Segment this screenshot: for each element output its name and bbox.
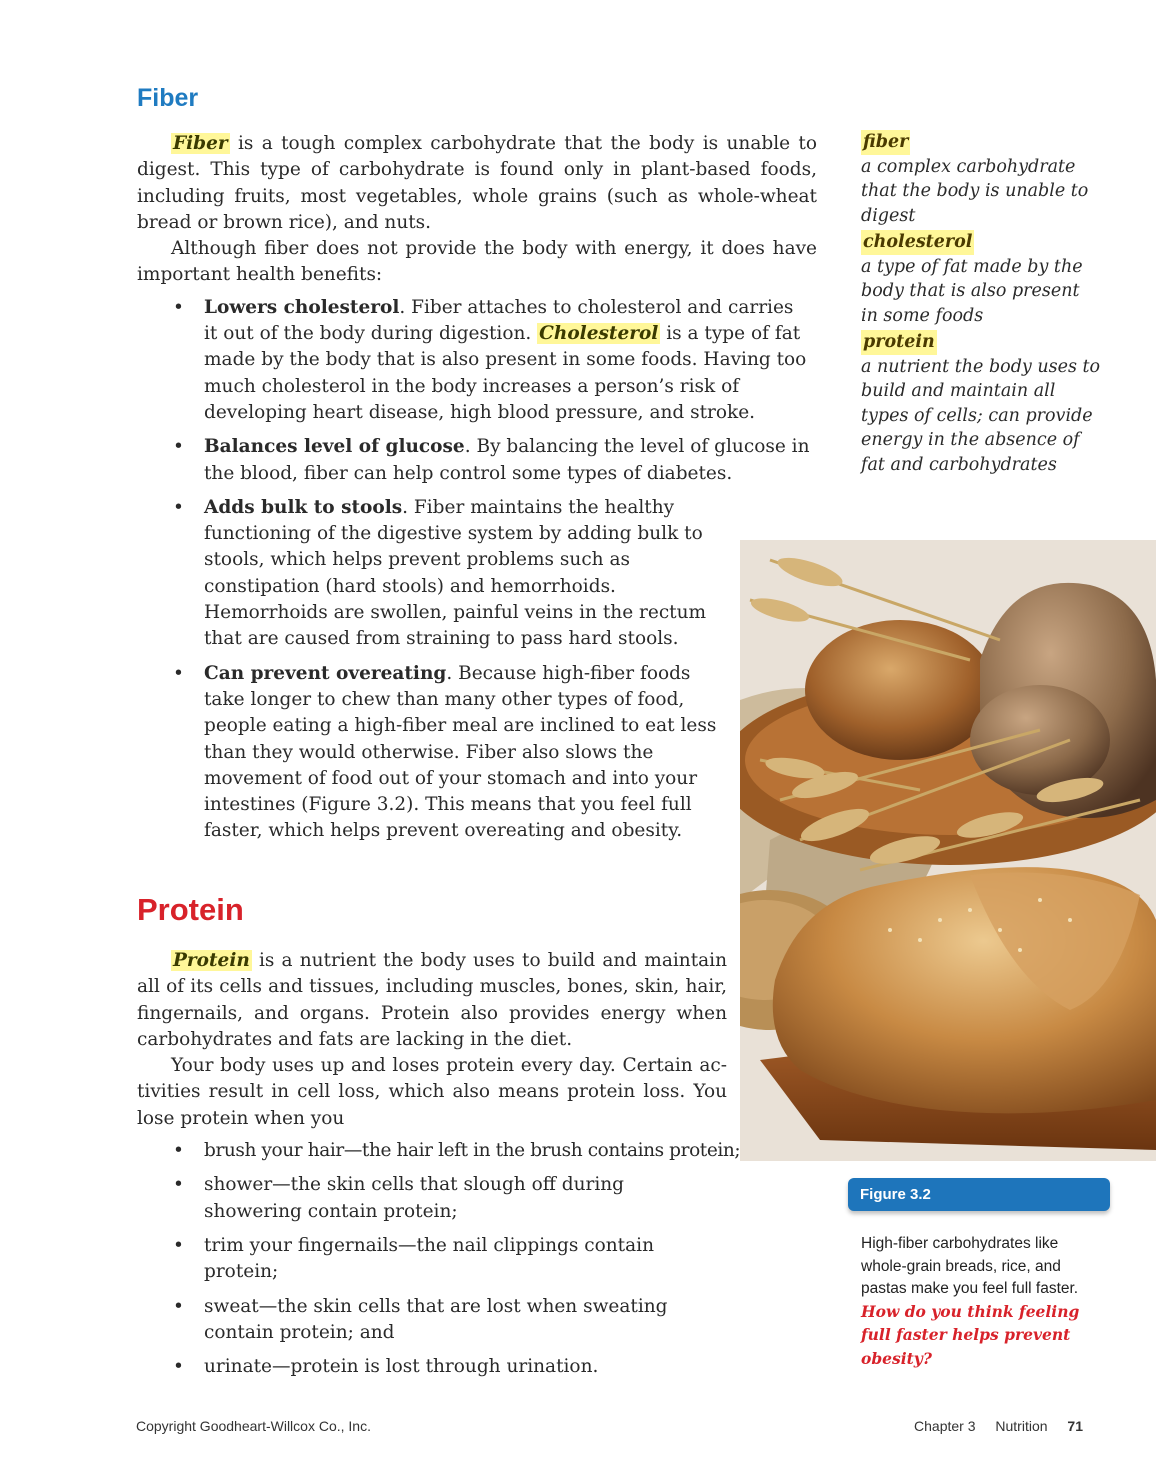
bullet-text: . Fiber attaches to cholesterol and carries it out of the body during digestion. [204,296,794,345]
fiber-section [137,131,817,853]
bullet-term: Lowers cholesterol [204,296,400,318]
page-number: 71 [1067,1418,1083,1434]
figure-label: Figure 3.2 [848,1178,1110,1211]
margin-glossary [861,130,1101,479]
protein-loss-list [137,1138,741,1380]
fiber-benefits-list [137,295,810,845]
list-item [204,434,810,487]
glossary-entry [861,130,1101,228]
page-footer [136,1418,1083,1434]
glossary-definition: a type of fat made by the body that is also present in some foods [861,256,1083,326]
glossary-entry [861,330,1101,477]
protein-section [137,948,741,1388]
bullet-term: Adds bulk to stools [204,496,403,518]
bullet-term: Can prevent overeating [204,662,447,684]
bread-illustration [740,540,1156,1161]
figure-caption [861,1233,1091,1371]
figure-caption-text: High-fiber carbohydrates like whole-grain breads, rice, and pastas make you feel full faster. [861,1235,1079,1297]
bullet-text: is a type of fat made by the body that is also present in some foods. Having too much cholesterol in the body increases a person’s risk of developing heart disease, high blood pressure, and stroke. [204,323,807,423]
chapter-label: Chapter 3 [914,1418,976,1434]
fiber-paragraph-2: Although fiber does not provide the body with energy, it does have important health benefits: [137,238,817,286]
list-item [204,661,719,845]
glossary-definition: a complex carbohydrate that the body is unable to digest [861,156,1089,226]
bullet-text: . By balancing the level of glucose in the blood, fiber can help control some types of diabetes. [204,436,810,484]
protein-paragraph-2: Your body uses up and loses protein every day. Certain activities result in cell loss, which also means protein loss. You lose protein when you [137,1055,727,1129]
section-label: Nutrition [995,1418,1048,1434]
fiber-paragraph-1 [137,131,817,236]
list-item: • shower—the skin cells that slough off during showering contain protein; [204,1172,727,1225]
list-item: • sweat—the skin cells that are lost when sweating contain protein; and [204,1294,727,1347]
protein-heading: Protein [137,892,244,927]
copyright: Copyright Goodheart-Willcox Co., Inc. [136,1418,371,1434]
bread-photo [740,540,1156,1161]
protein-term-highlight: Protein [173,950,250,971]
cholesterol-term-highlight: Cholesterol [539,323,659,345]
glossary-term: cholesterol [861,230,974,255]
fiber-term-highlight: Fiber [173,133,228,154]
figure-question: How do you think feeling full faster helps prevent obesity? [861,1301,1080,1368]
list-item: • trim your fingernails—the nail clippings contain protein; [204,1233,727,1286]
glossary-definition: a nutrient the body uses to build and maintain all types of cells; can provide energy in the absence of fat and carbohydrates [861,356,1101,475]
list-item: • urinate—protein is lost through urination. [204,1354,727,1380]
bullet-term: Balances level of glucose [204,436,465,458]
list-item [204,295,810,426]
protein-paragraph-1-text: is a nutrient the body uses to build and maintain all of its cells and tissues, including muscles, bones, skin, hair, fingernails, and organs. Protein also provides energy when carbohydrates and fats are lacking in the diet. [137,950,727,1050]
glossary-term: protein [861,330,937,355]
list-item [204,495,724,653]
fiber-paragraph-1-text: is a tough complex carbohydrate that the body is unable to digest. This type of carbohydrate is found only in plant-based foods, including fruits, most vegetables, whole grains (such as whole-wheat bread or brown rice), and nuts. [137,133,817,233]
footer-right [898,1418,1083,1434]
bullet-text: . Fiber maintains the healthy functioning of the digestive system by adding bulk to stools, which helps prevent problems such as constipation (hard stools) and hemorrhoids. Hemorrhoids are swollen, painful veins in the rectum that are caused from straining to pass hard stools. [204,496,707,650]
list-item: • brush your hair—the hair left in the brush contains protein; [204,1138,727,1164]
glossary-entry [861,230,1101,328]
protein-paragraph-1 [137,948,727,1053]
glossary-term: fiber [861,130,910,155]
bullet-text: . Because high-fiber foods take longer to chew than many other types of food, people eating a high-fiber meal are inclined to eat less than they would otherwise. Fiber also slows the movement of food out of your stomach and into your intestines (Figure 3.2). This means that you feel full faster, which helps prevent overeating and obesity. [204,662,717,842]
fiber-heading: Fiber [137,84,199,112]
